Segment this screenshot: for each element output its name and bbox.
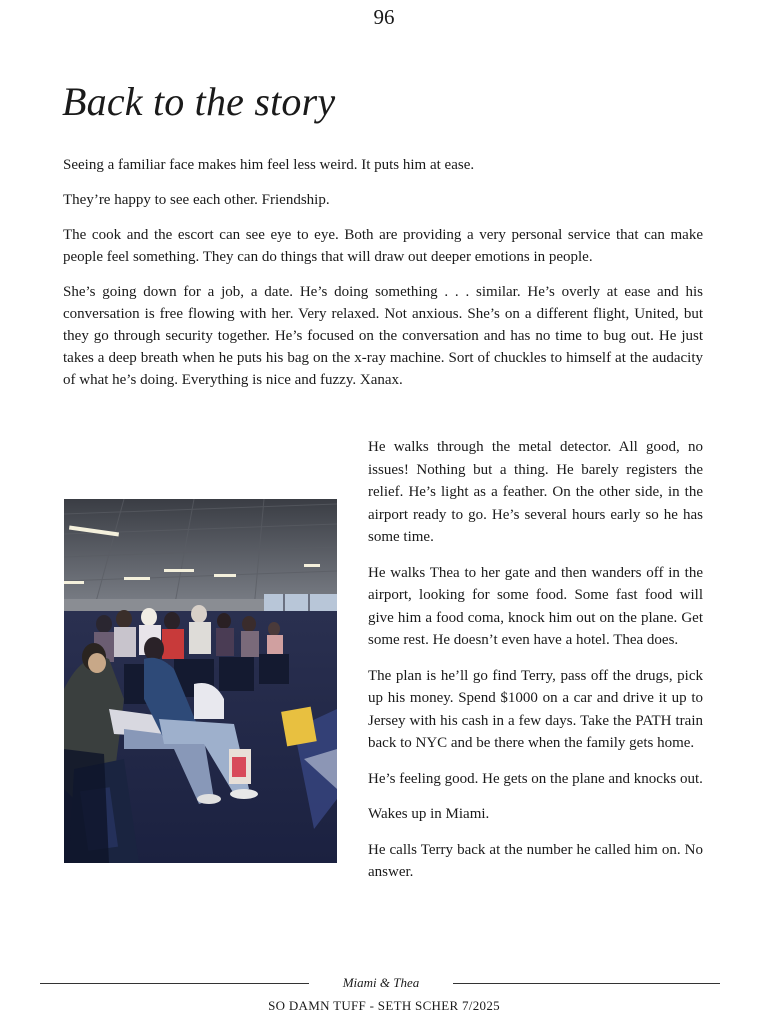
airport-photo: [64, 499, 337, 863]
chapter-title: Back to the story: [62, 79, 336, 124]
paragraph: The cook and the escort can see eye to eye. Both are providing a very personal service that can make people feel something. They can do things that will draw out deeper emotions in people.: [63, 227, 703, 265]
footer-book-title: SO DAMN TUFF - SETH SCHER 7/2025: [268, 998, 500, 1013]
paragraph: Wakes up in Miami.: [368, 806, 490, 822]
right-column-text: [368, 436, 703, 897]
paragraph: The plan is he’ll go find Terry, pass off the drugs, pick up his money. Spend $1000 on a car and drive it up to Jersey with his cash in a few days. Take the PATH train back to NYC and be there when the family gets home.: [368, 667, 703, 751]
paragraph: She’s going down for a job, a date. He’s doing something . . . similar. He’s overly at ease and his conversation is free flowing with her. Very relaxed. Not anxious. She’s on a different flight, United, but they go through security together. He’s focused on the conversation and has no time to bug out. He just takes a deep breath when he puts his bag on the x-ray machine. Sort of chuckles to himself at the audacity of what he’s doing. Everything is nice and fuzzy. Xanax.: [63, 284, 703, 388]
paragraph: He walks through the metal detector. All good, no issues! Nothing but a thing. He barely registers the relief. He’s light as a feather. On the other side, in the airport ready to go. He’s several hours early so he has some time.: [368, 439, 703, 545]
footer-divider-left: [40, 983, 309, 984]
page-number: 96: [373, 5, 395, 29]
paragraph: They’re happy to see each other. Friendship.: [63, 192, 330, 208]
paragraph: He walks Thea to her gate and then wanders off in the airport, looking for some food. Some fast food will give him a food coma, knock him out on the plane. Get some rest. He doesn’t even have a hotel. Thea does.: [368, 564, 703, 648]
paragraph: Seeing a familiar face makes him feel less weird. It puts him at ease.: [63, 157, 475, 173]
footer-chapter-title: Miami & Thea: [342, 975, 420, 990]
paragraph: He’s feeling good. He gets on the plane and knocks out.: [368, 770, 703, 787]
intro-text: [63, 154, 703, 404]
footer-divider-right: [453, 983, 720, 984]
paragraph: He calls Terry back at the number he called him on. No answer.: [368, 841, 703, 880]
